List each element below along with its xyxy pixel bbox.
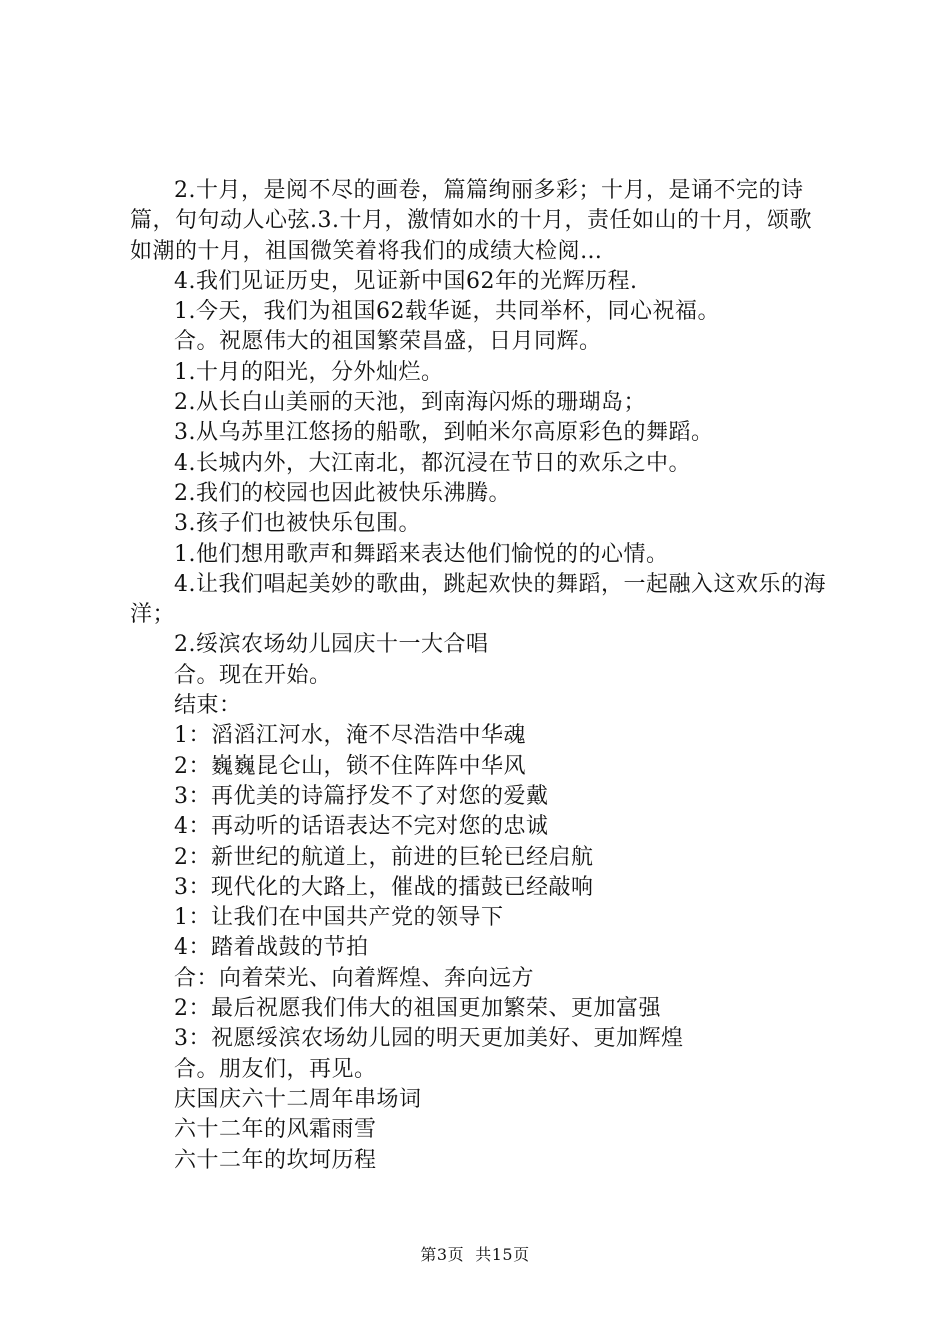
paragraph: 3：祝愿绥滨农场幼儿园的明天更加美好、更加辉煌 xyxy=(174,1026,684,1052)
paragraph: 3.从乌苏里江悠扬的船歌，到帕米尔高原彩色的舞蹈。 xyxy=(174,420,714,446)
paragraph: 4.我们见证历史，见证新中国62年的光辉历程. xyxy=(174,268,638,294)
paragraph: 2.从长白山美丽的天池，到南海闪烁的珊瑚岛； xyxy=(174,390,646,416)
paragraph: 4.长城内外，大江南北，都沉浸在节日的欢乐之中。 xyxy=(174,450,691,476)
paragraph: 2.绥滨农场幼儿园庆十一大合唱 xyxy=(174,632,489,658)
paragraph: 2.十月，是阅不尽的画卷，篇篇绚丽多彩；十月，是诵不完的诗篇，句句动人心弦.3.十月，激情如水的十月，责任如山的十月，颂歌如潮的十月，祖国微笑着将我们的成绩大检阅… xyxy=(130,178,812,264)
document-body xyxy=(130,176,830,1176)
paragraph: 结束： xyxy=(174,693,242,719)
paragraph: 合。现在开始。 xyxy=(174,662,332,688)
paragraph: 3：现代化的大路上，催战的擂鼓已经敲响 xyxy=(174,874,594,900)
paragraph: 4.让我们唱起美妙的歌曲，跳起欢快的舞蹈，一起融入这欢乐的海洋； xyxy=(130,571,826,628)
paragraph: 1.他们想用歌声和舞蹈来表达他们愉悦的的心情。 xyxy=(174,541,669,567)
paragraph: 2：新世纪的航道上，前进的巨轮已经启航 xyxy=(174,844,594,870)
paragraph: 3.孩子们也被快乐包围。 xyxy=(174,511,421,537)
paragraph: 六十二年的坎坷历程 xyxy=(174,1147,377,1173)
paragraph: 合：向着荣光、向着辉煌、奔向远方 xyxy=(174,965,535,991)
paragraph: 2.我们的校园也因此被快乐沸腾。 xyxy=(174,480,511,506)
paragraph: 庆国庆六十二周年串场词 xyxy=(174,1086,422,1112)
paragraph: 1.今天，我们为祖国62载华诞，共同举杯，同心祝福。 xyxy=(174,299,720,325)
paragraph: 4：再动听的话语表达不完对您的忠诚 xyxy=(174,814,549,840)
paragraph: 六十二年的风霜雨雪 xyxy=(174,1117,377,1143)
paragraph: 2：最后祝愿我们伟大的祖国更加繁荣、更加富强 xyxy=(174,996,661,1022)
paragraph: 合。朋友们，再见。 xyxy=(174,1056,377,1082)
paragraph: 4：踏着战鼓的节拍 xyxy=(174,935,369,961)
paragraph: 合。祝愿伟大的祖国繁荣昌盛，日月同辉。 xyxy=(174,329,602,355)
page-number-label: 第3页 共15页 xyxy=(420,1245,530,1264)
paragraph: 2：巍巍昆仑山，锁不住阵阵中华风 xyxy=(174,753,526,779)
paragraph: 1.十月的阳光，分外灿烂。 xyxy=(174,359,444,385)
paragraph: 3：再优美的诗篇抒发不了对您的爱戴 xyxy=(174,783,549,809)
page-footer xyxy=(0,1242,950,1265)
paragraph: 1：滔滔江河水，淹不尽浩浩中华魂 xyxy=(174,723,526,749)
paragraph: 1：让我们在中国共产党的领导下 xyxy=(174,905,504,931)
